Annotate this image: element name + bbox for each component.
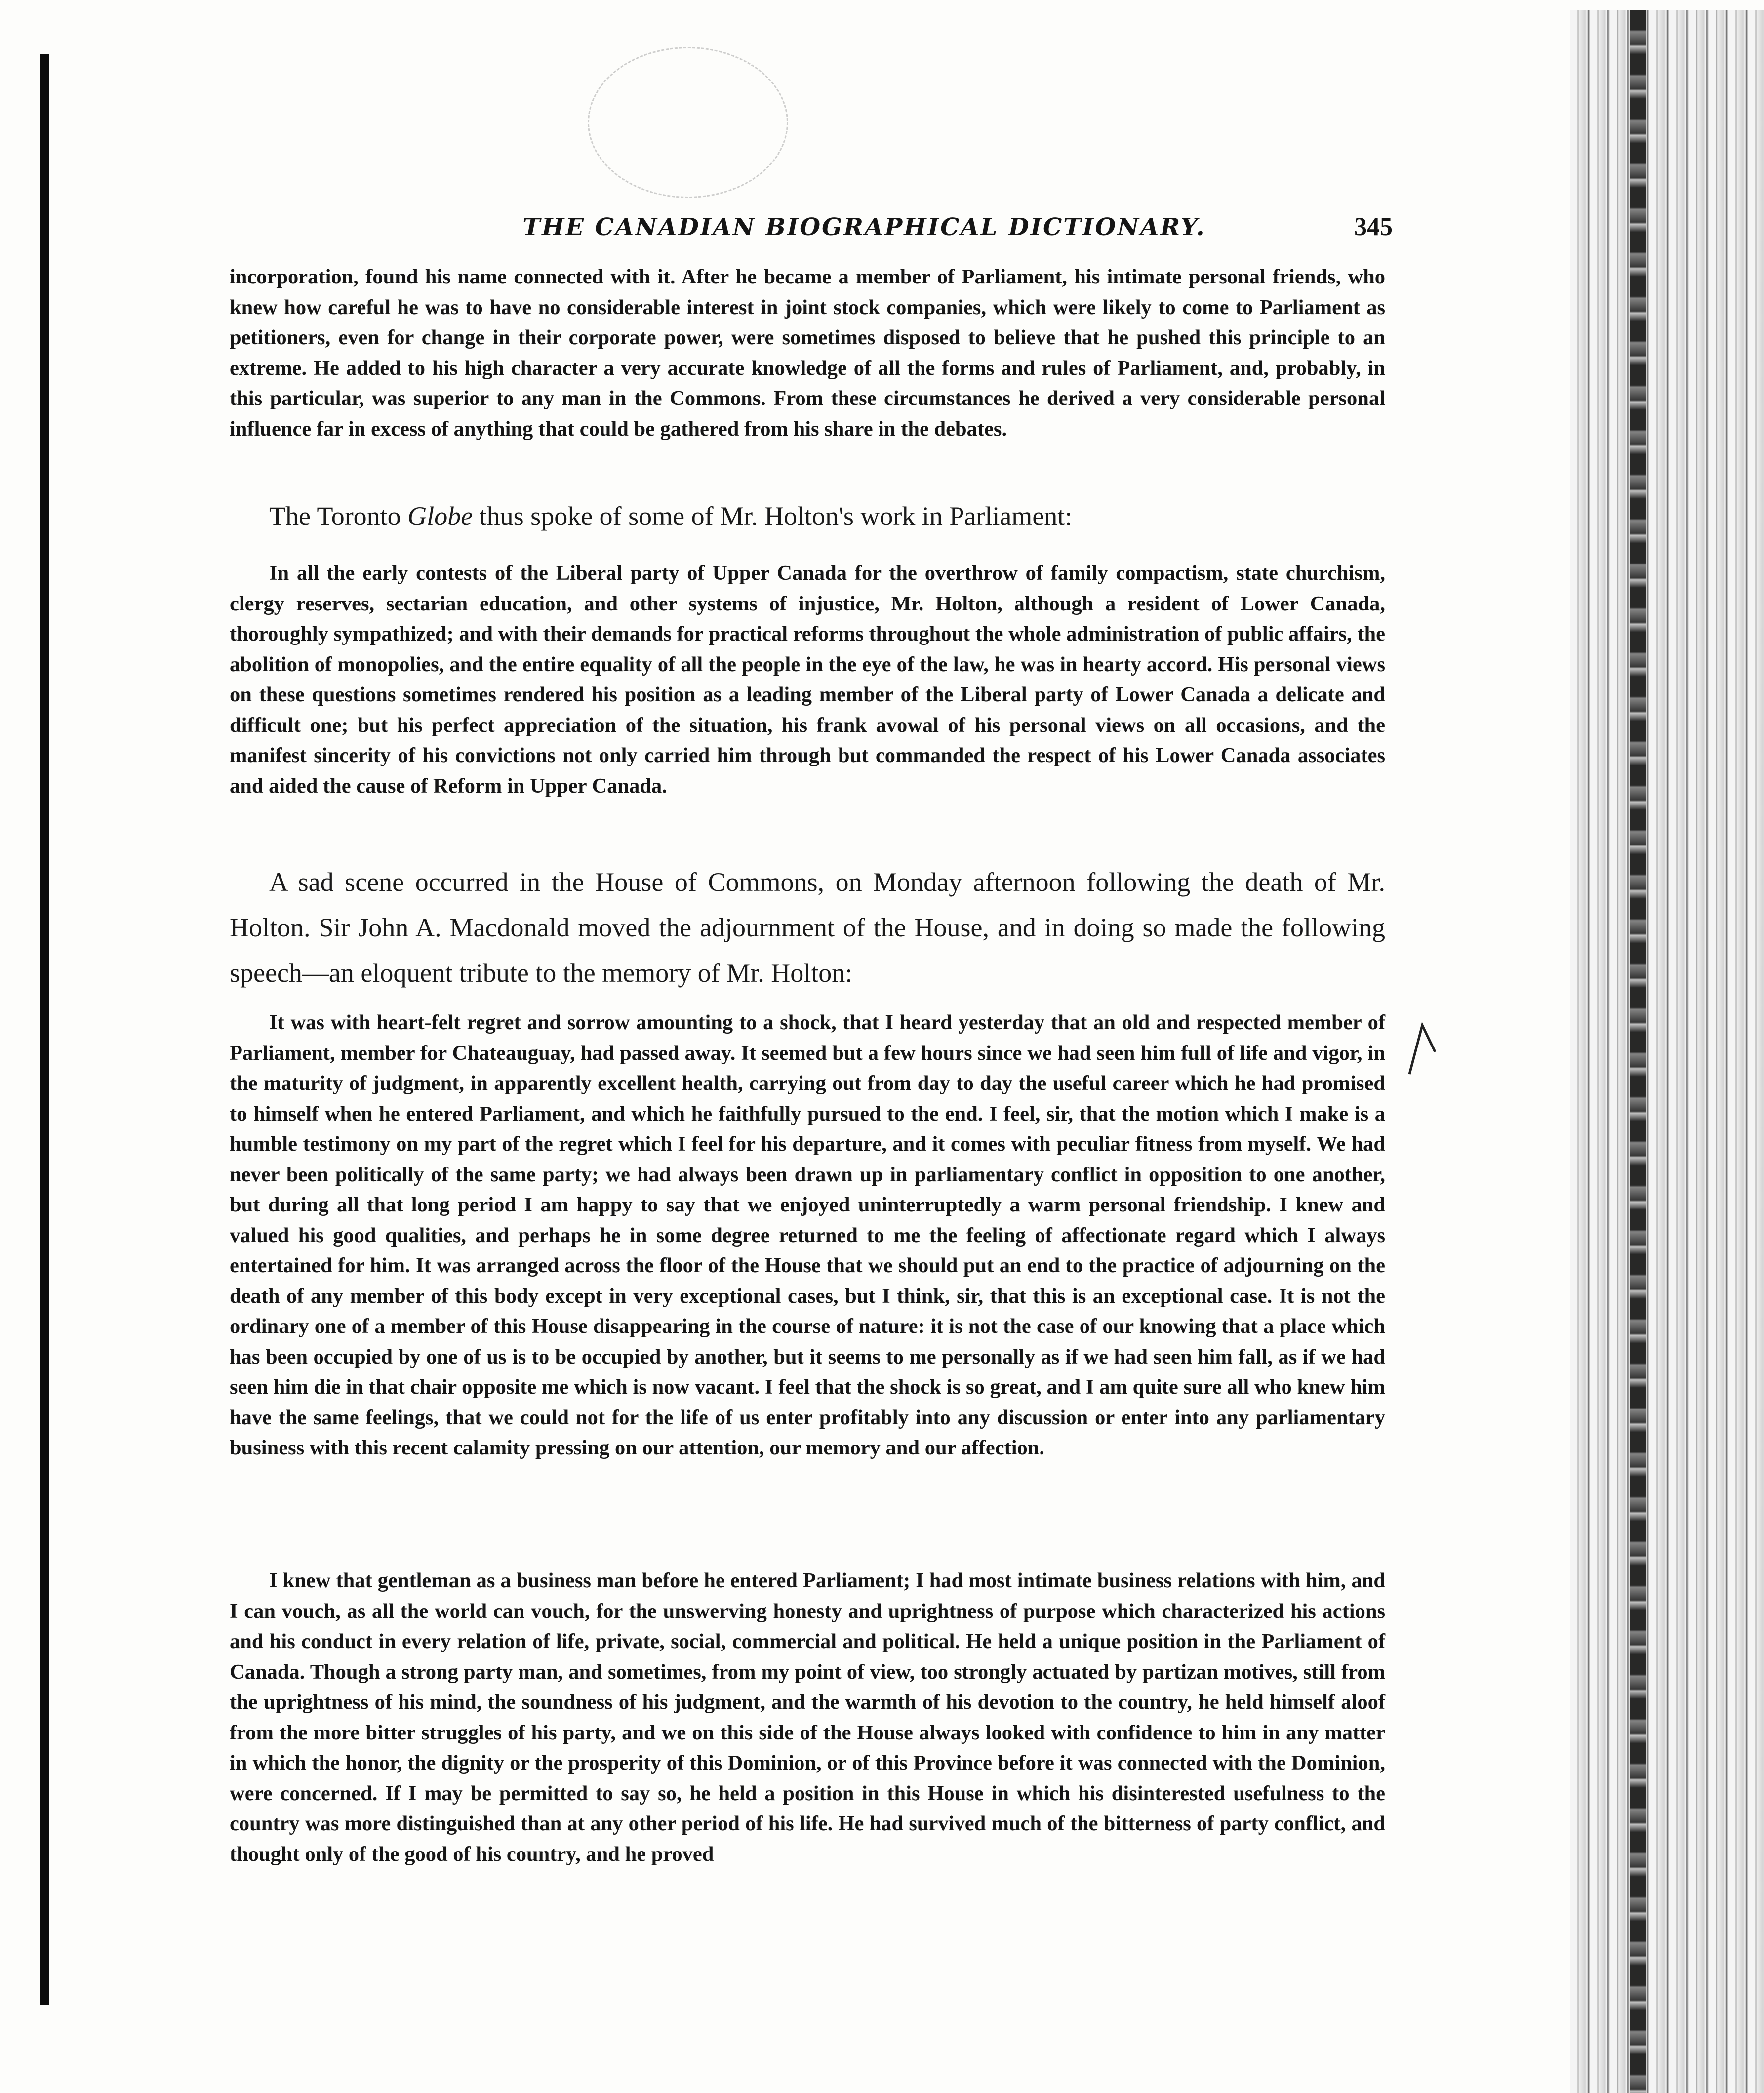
scan-binding-shadow [40,54,49,2005]
paragraph-continuation [230,262,1385,444]
speech-text: I knew that gentleman as a business man before he entered Parliament; I had most intimate business relations with him, and I can vouch, as all the world can vouch, for the unswerving honesty and uprightness of purpose which characterized his actions and his conduct in every relation of life, private, social, commercial and political. He held a unique position in the Parliament of Canada. Though a strong party man, and sometimes, from my point of view, too strongly actuated by partizan motives, still from the uprightness of his mind, the soundness of his judgment, and the warmth of his devotion to the country, he held himself aloof from the more bitter struggles of his party, and we on this side of the House always looked with confidence to him in any matter in which the honor, the dignity or the prosperity of this Dominion, or of this Province before it was connected with the Dominion, were concerned. If I may be permitted to say so, he held a position in this House in which his disinterested usefulness to the country was more distinguished than at any other period of his life. He had survived much of the bitterness of party conflict, and thought only of the good of his country, and he proved [230,1569,1385,1866]
paragraph-text: incorporation, found his name connected with it. After he became a member of Parliament, his intimate personal friends, who knew how careful he was to have no considerable interest in joint stock companies, which were likely to come to Parliament as petitioners, even for change in their corporate power, were sometimes disposed to believe that he pushed this principle to an extreme. He added to his high character a very accurate knowledge of all the forms and rules of Parliament, and, probably, in this particular, was superior to any man in the Commons. From these circumstances he derived a very considerable personal influence far in excess of anything that could be gathered from his share in the debates. [230,265,1385,441]
speech-text: It was with heart-felt regret and sorrow amounting to a shock, that I heard yesterday that an old and respected member of Parliament, member for Chateauguay, had passed away. It seemed but a few hours since we had seen him full of life and vigor, in the maturity of judgment, in apparently excellent health, carrying out from day to day the useful career which he had promised to himself when he entered Parliament, and which he faithfully pursued to the end. I feel, sir, that the motion which I make is a humble testimony on my part of the regret which I feel for his departure, and it comes with peculiar fitness from myself. We had never been politically of the same party; we had always been drawn up in parliamentary conflict in opposition to one another, but during all that long period I am happy to say that we enjoyed uninterruptedly a warm personal friendship. I knew and valued his good qualities, and perhaps he in some degree returned to me the feeling of affectionate regard which I always entertained for him. It was arranged across the floor of the House that we should put an end to the practice of adjourning on the death of any member of this body except in very exceptional cases, but I think, sir, that this is an exceptional case. It is not the ordinary one of a member of this House disappearing in the course of nature: it is not the case of our knowing that a place which has been occupied by one of us is to be occupied by another, but it seems to me personally as if we had seen him fall, as if we had seen him die in that chair opposite me which is now vacant. I feel that the shock is so great, and I am quite sure all who knew him have the same feelings, that we could not for the life of us enter profitably into any discussion or enter into any parliamentary business with this recent calamity pressing on our attention, our memory and our affection. [230,1011,1385,1459]
quotation-text: In all the early contests of the Liberal party of Upper Canada for the overthrow of family compactism, state churchism, clergy reserves, sectarian education, and other systems of injustice, Mr. Holton, although a resident of Lower Canada, thoroughly sympathized; and with their demands for practical reforms throughout the whole administration of public affairs, the abolition of monopolies, and the entire equality of all the people in the eye of the law, he was in hearty accord. His personal views on these questions sometimes rendered his position as a leading member of the Liberal party of Lower Canada a delicate and difficult one; but his perfect appreciation of the situation, his frank avowal of his personal views on all occasions, and the manifest sincerity of his convictions not only carried him through but commanded the respect of his Lower Canada associates and aided the cause of Reform in Upper Canada. [230,562,1385,798]
lead-in-globe [230,499,1385,533]
running-title: THE CANADIAN BIOGRAPHICAL DICTIONARY. [522,213,1206,241]
speech-quotation-part2 [230,1566,1385,1869]
lead-in-prefix: The Toronto [269,501,408,531]
scan-page-edge [1570,10,1764,2093]
faded-library-stamp [588,47,788,198]
lead-in-text [230,499,1385,533]
newspaper-name: Globe [407,501,473,531]
page-number: 345 [1354,213,1393,241]
lead-in-text: A sad scene occurred in the House of Commons, on Monday afternoon following the death of Mr. Holton. Sir John A. Macdonald moved the adjournment of the House, and in doing so made the following speech—an eloquent tribute to the memory of Mr. Holton: [230,867,1385,988]
lead-in-commons [230,859,1385,996]
page-header [217,207,1393,247]
pencil-mark [1407,1022,1437,1077]
speech-quotation-part1 [230,1007,1385,1463]
globe-quotation [230,558,1385,801]
lead-in-suffix: thus spoke of some of Mr. Holton's work in Parliament: [473,501,1073,531]
scan-edge-ink [1630,10,1646,2093]
